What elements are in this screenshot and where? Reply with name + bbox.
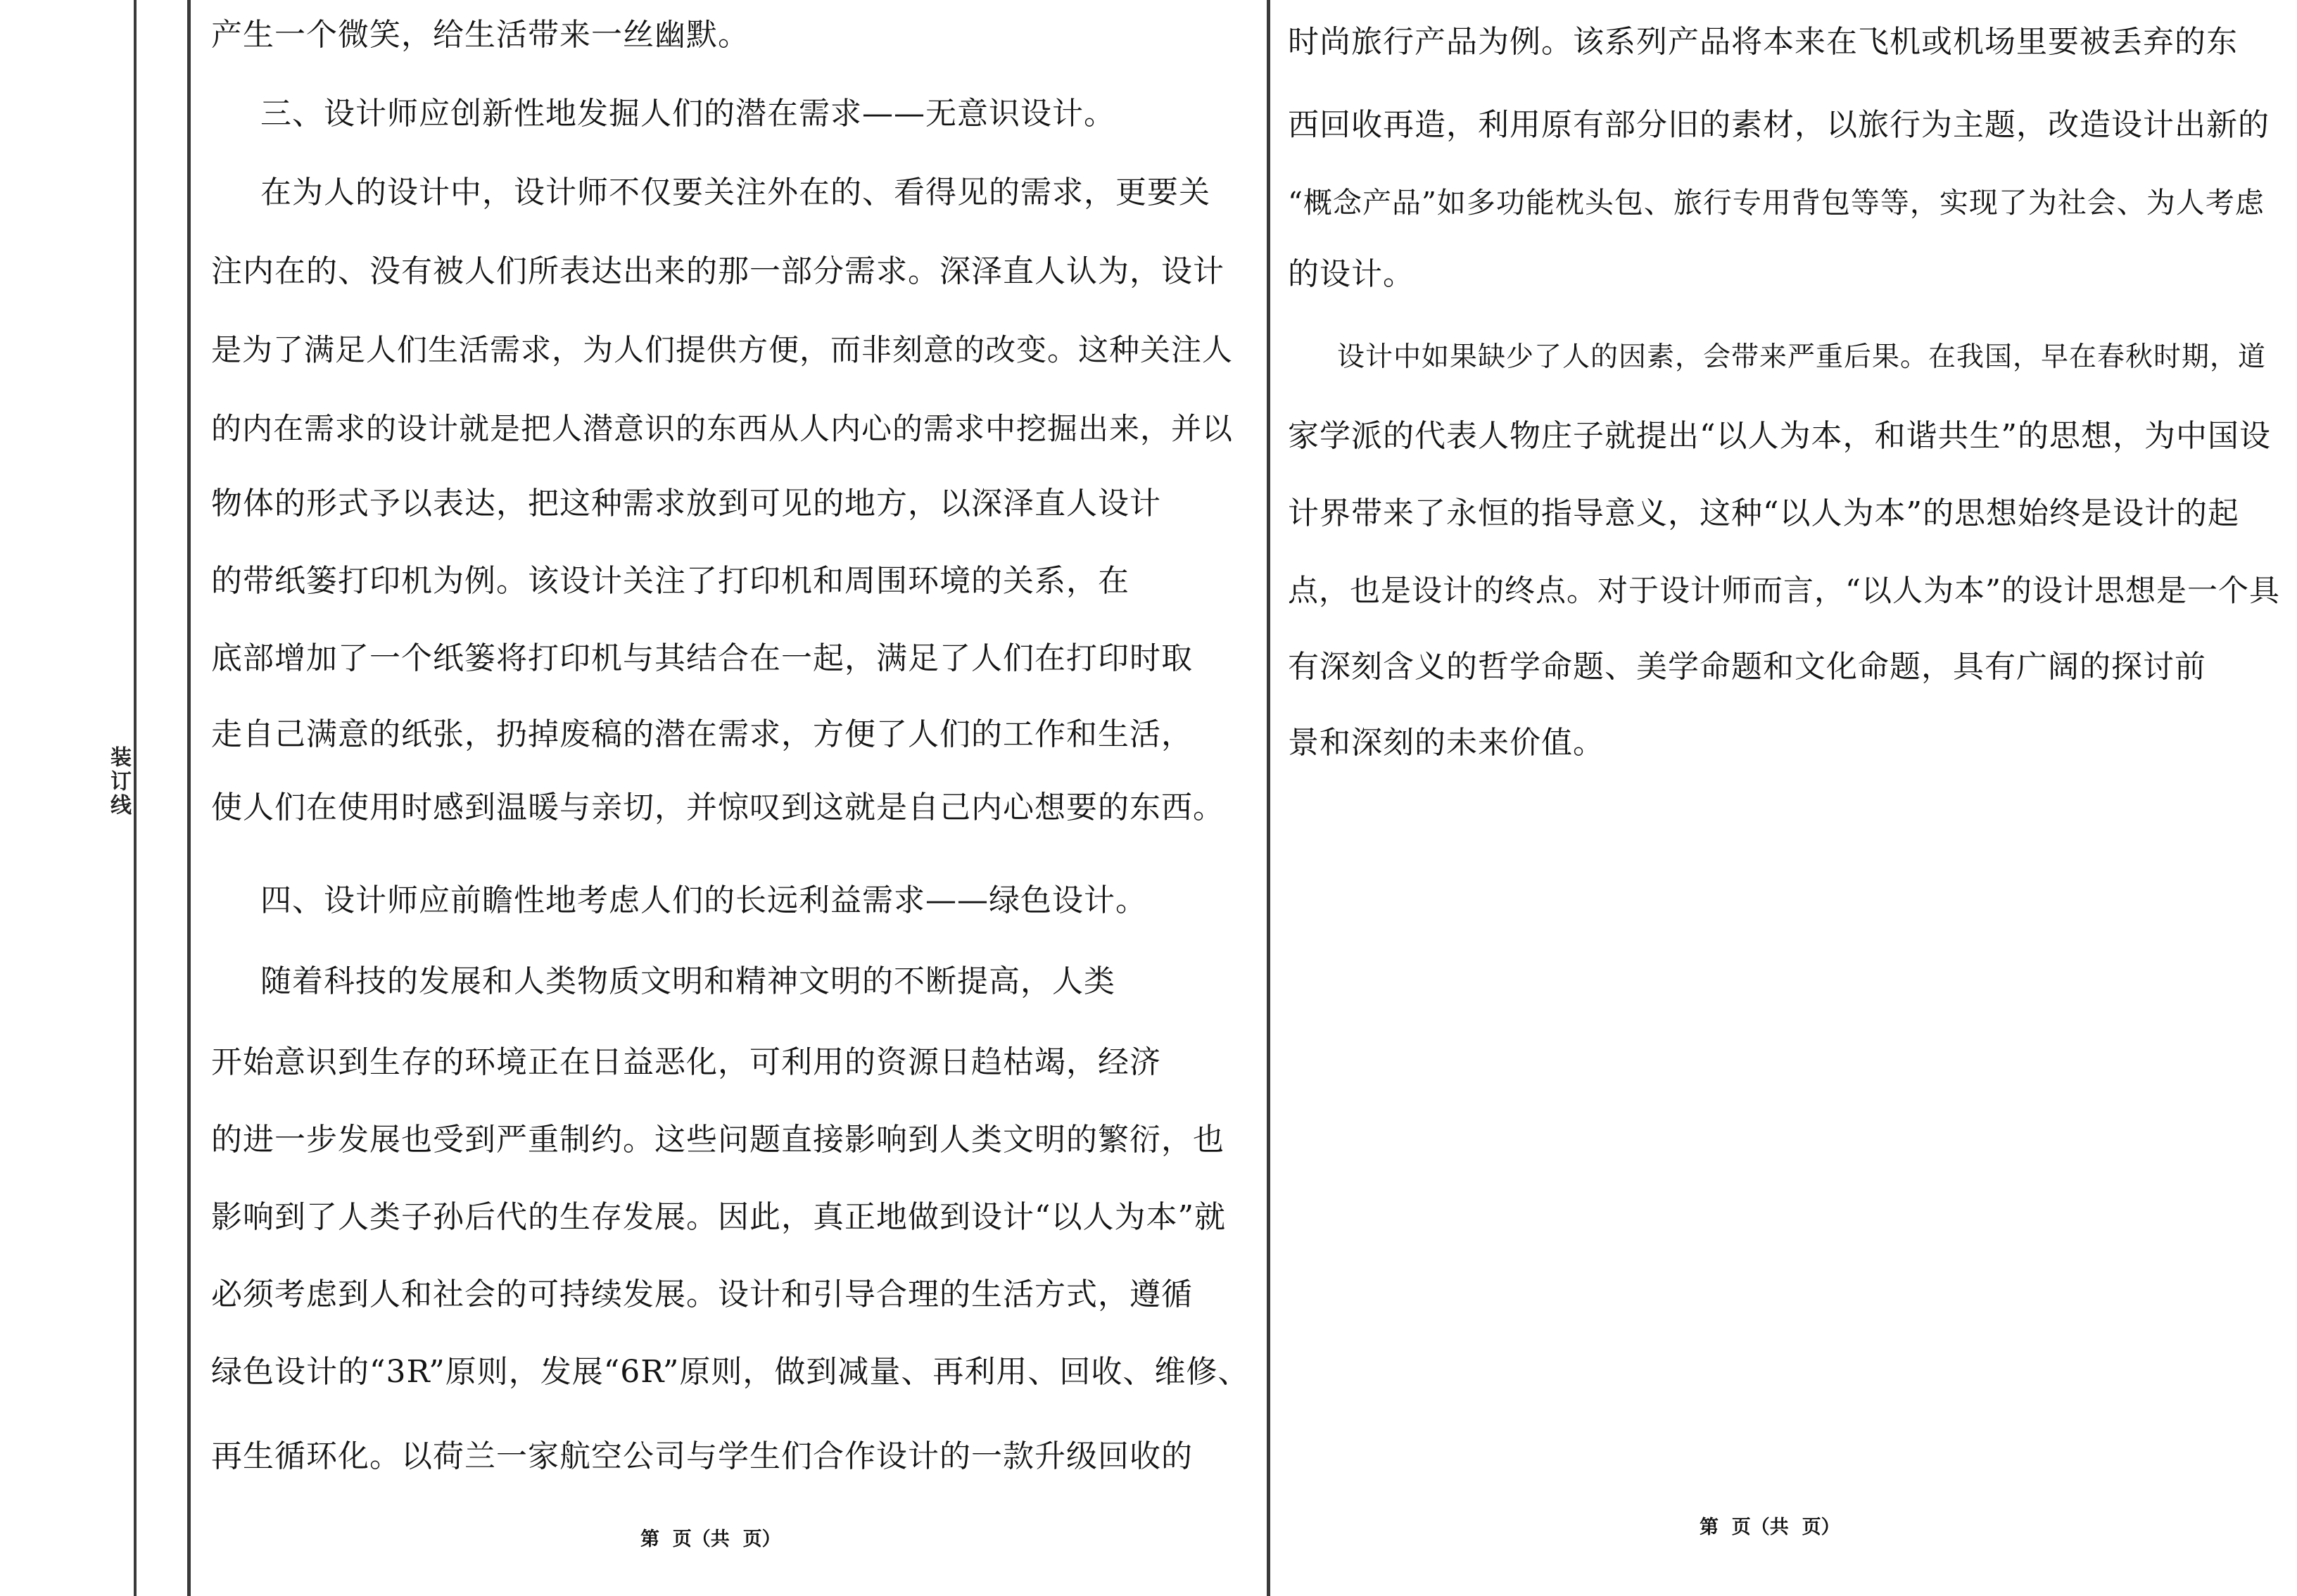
left-page-text-line: 必须考虑到人和社会的可持续发展。设计和引导合理的生活方式，遵循: [211, 1277, 1193, 1312]
left-page-text-line: 产生一个微笑，给生活带来一丝幽默。: [211, 17, 749, 53]
left-page-text-line: 物体的形式予以表达，把这种需求放到可见的地方，以深泽直人设计: [211, 486, 1161, 521]
left-page-text-line: 绿色设计的“3R”原则，发展“6R”原则，做到减量、再利用、回收、维修、: [211, 1354, 1250, 1390]
left-page-text-line: 的进一步发展也受到严重制约。这些问题直接影响到人类文明的繁衍，也: [211, 1122, 1225, 1158]
left-page-text-line: 走自己满意的纸张，扔掉废稿的潜在需求，方便了人们的工作和生活，: [211, 716, 1193, 752]
right-page-text-line: 有深刻含义的哲学命题、美学命题和文化命题，具有广阔的探讨前: [1288, 649, 2206, 685]
left-page-text-line: 是为了满足人们生活需求，为人们提供方便，而非刻意的改变。这种关注人: [211, 333, 1233, 368]
right-page-footer: 第 页（共 页）: [1700, 1516, 1840, 1538]
binding-label: 装订线: [106, 746, 131, 818]
left-page-text-line: 的内在需求的设计就是把人潜意识的东西从人内心的需求中挖掘出来，并以: [211, 412, 1233, 447]
right-page-text-line: 计界带来了永恒的指导意义，这种“以人为本”的思想始终是设计的起: [1288, 495, 2239, 531]
right-page-text-line: 家学派的代表人物庄子就提出“以人为本，和谐共生”的思想，为中国设: [1288, 418, 2271, 454]
left-page-footer: 第 页（共 页）: [640, 1528, 781, 1550]
left-page-text-line: 三、设计师应创新性地发掘人们的潜在需求——无意识设计。: [260, 96, 1115, 132]
left-page-text-line: 再生循环化。以荷兰一家航空公司与学生们合作设计的一款升级回收的: [211, 1438, 1193, 1474]
left-page-text-line: 影响到了人类子孙后代的生存发展。因此，真正地做到设计“以人为本”就: [211, 1199, 1226, 1235]
left-page-text-line: 使人们在使用时感到温暖与亲切，并惊叹到这就是自己内心想要的东西。: [211, 790, 1225, 825]
left-page-text-line: 开始意识到生存的环境正在日益恶化，可利用的资源日趋枯竭，经济: [211, 1044, 1161, 1080]
left-page-body: [211, 14, 1251, 1506]
right-page-text-line: “概念产品”如多功能枕头包、旅行专用背包等等，实现了为社会、为人考虑: [1288, 186, 2265, 220]
center-divider-line: [1267, 0, 1270, 1596]
left-page-text-line: 的带纸篓打印机为例。该设计关注了打印机和周围环境的关系，在: [211, 563, 1129, 599]
left-page-text-line: 在为人的设计中，设计师不仅要关注外在的、看得见的需求，更要关: [260, 175, 1210, 210]
left-border-line: [134, 0, 137, 1596]
left-page-text-line: 注内在的、没有被人们所表达出来的那一部分需求。深泽直人认为，设计: [211, 253, 1225, 289]
right-page-text-line: 设计中如果缺少了人的因素，会带来严重后果。在我国，早在春秋时期，道: [1337, 341, 2267, 373]
right-page-body: [1288, 21, 2280, 761]
binding-margin-line: [187, 0, 191, 1596]
left-page-text-line: 四、设计师应前瞻性地考虑人们的长远利益需求——绿色设计。: [260, 882, 1147, 918]
right-page-text-line: 点，也是设计的终点。对于设计师而言，“以人为本”的设计思想是一个具: [1288, 574, 2280, 609]
left-page-text-line: 随着科技的发展和人类物质文明和精神文明的不断提高，人类: [260, 963, 1115, 999]
left-page-text-line: 底部增加了一个纸篓将打印机与其结合在一起，满足了人们在打印时取: [211, 640, 1193, 676]
right-page-text-line: 景和深刻的未来价值。: [1288, 725, 1605, 761]
right-page-text-line: 的设计。: [1288, 256, 1415, 292]
right-page-text-line: 西回收再造，利用原有部分旧的素材，以旅行为主题，改造设计出新的: [1288, 107, 2270, 143]
right-page-text-line: 时尚旅行产品为例。该系列产品将本来在飞机或机场里要被丢弃的东: [1288, 24, 2238, 60]
